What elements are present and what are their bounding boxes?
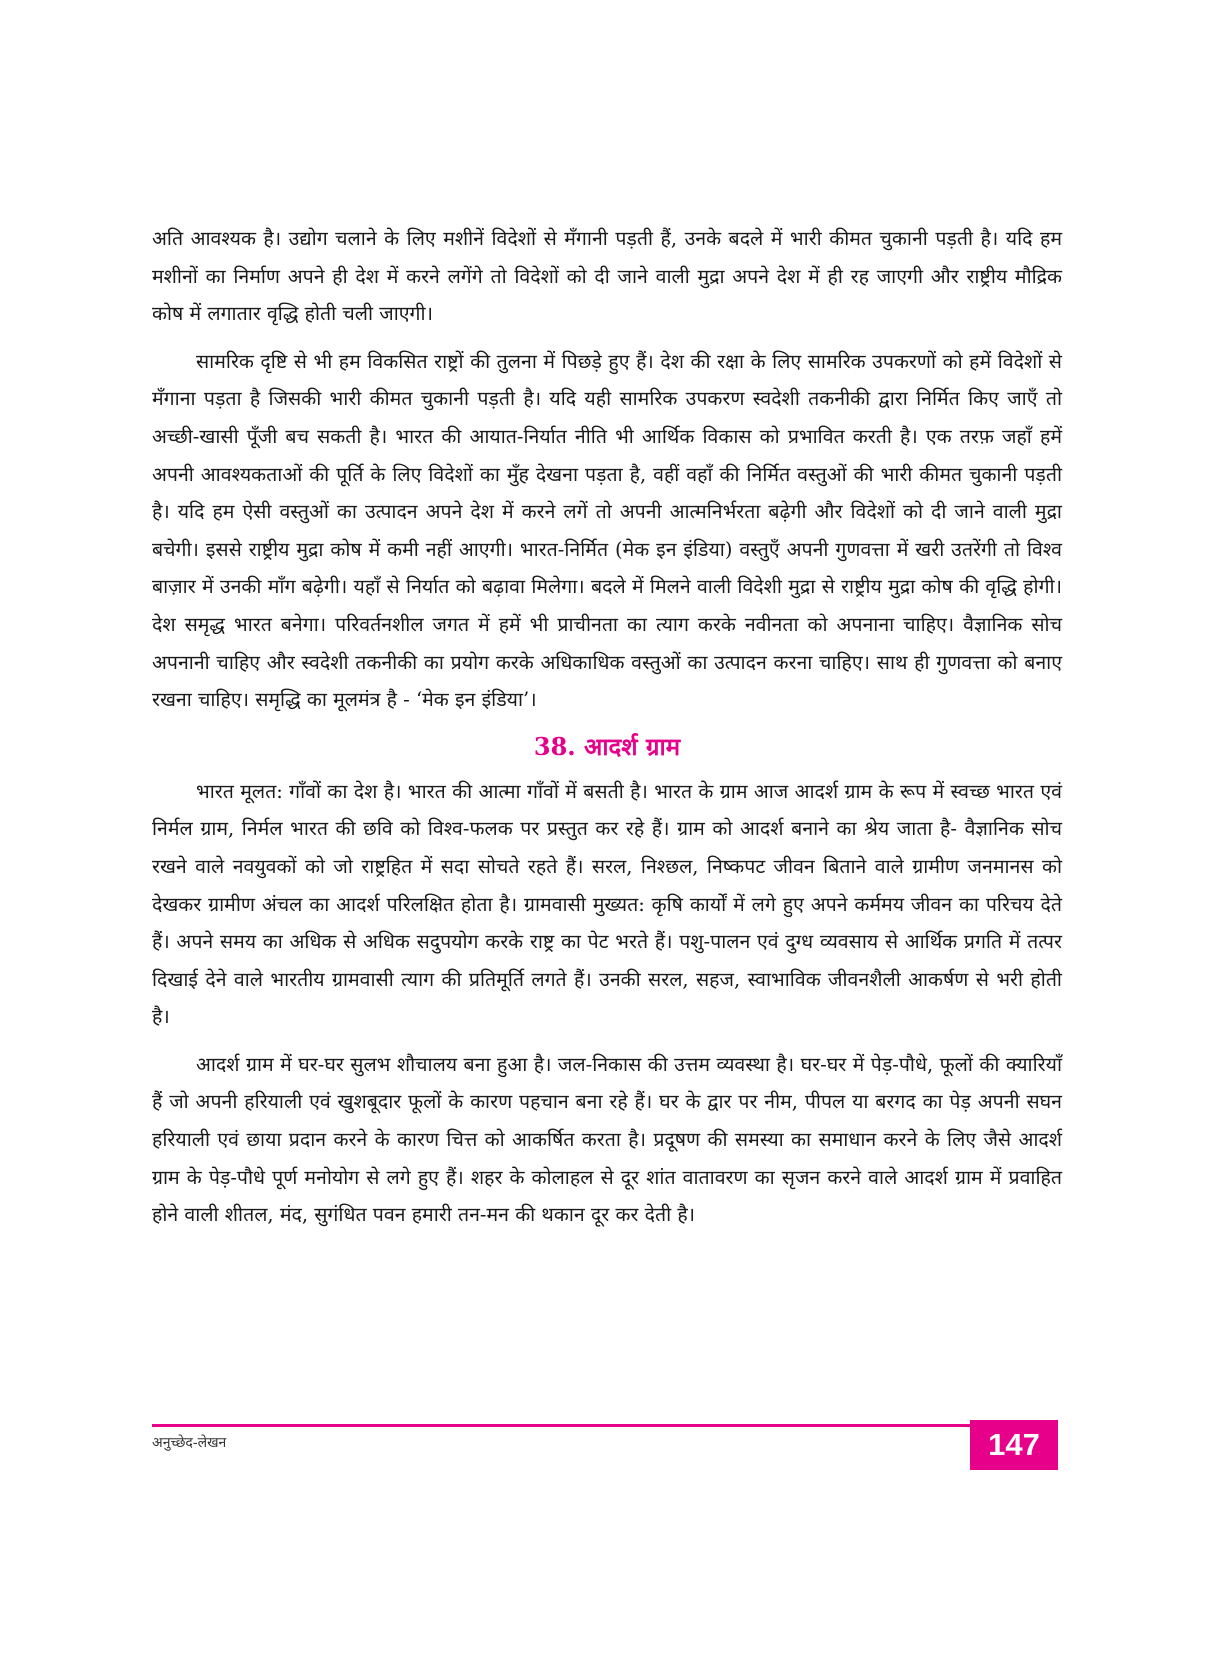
footer-book-section: अनुच्छेद-लेखन — [152, 1435, 227, 1451]
footer-rule — [152, 1424, 978, 1427]
paragraph-2: सामरिक दृष्टि से भी हम विकसित राष्ट्रों की तुलना में पिछड़े हुए हैं। देश की रक्षा के लिए सामरिक उपकरणों को हमें विदेशों से मँगाना पड़ता है जिसकी भारी कीमत चुकानी पड़ती है। यदि यही सामरिक उपकरण स्वदेशी तकनीकी द्वारा निर्मित किए जाएँ तो अच्छी-खासी पूँजी बच सकती है। भारत की आयात-निर्यात नीति भी आर्थिक विकास को प्रभावित करती है। एक तरफ़ जहाँ हमें अपनी आवश्यकताओं की पूर्ति के लिए विदेशों का मुँह देखना पड़ता है, वहीं वहाँ की निर्मित वस्तुओं की भारी कीमत चुकानी पड़ती है। यदि हम ऐसी वस्तुओं का उत्पादन अपने देश में करने लगें तो अपनी आत्मनिर्भरता बढ़ेगी और विदेशों को दी जाने वाली मुद्रा बचेगी। इससे राष्ट्रीय मुद्रा कोष में कमी नहीं आएगी। भारत-निर्मित (मेक इन इंडिया) वस्तुएँ अपनी गुणवत्ता में खरी उतरेंगी तो विश्व बाज़ार में उनकी माँग बढ़ेगी। यहाँ से निर्यात को बढ़ावा मिलेगा। बदले में मिलने वाली विदेशी मुद्रा से राष्ट्रीय मुद्रा कोष की वृद्धि होगी। देश समृद्ध भारत बनेगा। परिवर्तनशील जगत में हमें भी प्राचीनता का त्याग करके नवीनता को अपनाना चाहिए। वैज्ञानिक सोच अपनानी चाहिए और स्वदेशी तकनीकी का प्रयोग करके अधिकाधिक वस्तुओं का उत्पादन करना चाहिए। साथ ही गुणवत्ता को बनाए रखना चाहिए। समृद्धि का मूलमंत्र है - ‘मेक इन इंडिया’। — [152, 349, 1062, 712]
paragraph-4: आदर्श ग्राम में घर-घर सुलभ शौचालय बना हुआ है। जल-निकास की उत्तम व्यवस्था है। घर-घर में पेड़-पौधे, फूलों की क्यारियाँ हैं जो अपनी हरियाली एवं खुशबूदार फूलों के कारण पहचान बना रहे हैं। घर के द्वार पर नीम, पीपल या बरगद का पेड़ अपनी सघन हरियाली एवं छाया प्रदान करने के कारण चित्त को आकर्षित करता है। प्रदूषण की समस्या का समाधान करने के लिए जैसे आदर्श ग्राम के पेड़-पौधे पूर्ण मनोयोग से लगे हुए हैं। शहर के कोलाहल से दूर शांत वातावरण का सृजन करने वाले आदर्श ग्राम में प्रवाहित होने वाली शीतल, मंद, सुगंधित पवन हमारी तन-मन की थकान दूर कर देती है। — [152, 1052, 1062, 1227]
section-title: 38. आदर्श ग्राम — [533, 731, 681, 761]
page-content — [152, 220, 1062, 1244]
paragraph-1: अति आवश्यक है। उद्योग चलाने के लिए मशीनें विदेशों से मँगानी पड़ती हैं, उनके बदले में भारी कीमत चुकानी पड़ती है। यदि हम मशीनों का निर्माण अपने ही देश में करने लगेंगे तो विदेशों को दी जाने वाली मुद्रा अपने देश में ही रह जाएगी और राष्ट्रीय मौद्रिक कोष में लगातार वृद्धि होती चली जाएगी। — [152, 227, 1062, 326]
page-number-badge: 147 — [970, 1420, 1058, 1470]
paragraph-3: भारत मूलत: गाँवों का देश है। भारत की आत्मा गाँवों में बसती है। भारत के ग्राम आज आदर्श ग्राम के रूप में स्वच्छ भारत एवं निर्मल ग्राम, निर्मल भारत की छवि को विश्व-फलक पर प्रस्तुत कर रहे हैं। ग्राम को आदर्श बनाने का श्रेय जाता है- वैज्ञानिक सोच रखने वाले नवयुवकों को जो राष्ट्रहित में सदा सोचते रहते हैं। सरल, निश्छल, निष्कपट जीवन बिताने वाले ग्रामीण जनमानस को देखकर ग्रामीण अंचल का आदर्श परिलक्षित होता है। ग्रामवासी मुख्यत: कृषि कार्यों में लगे हुए अपने कर्ममय जीवन का परिचय देते हैं। अपने समय का अधिक से अधिक सदुपयोग करके राष्ट्र का पेट भरते हैं। पशु-पालन एवं दुग्ध व्यवसाय से आर्थिक प्रगति में तत्पर दिखाई देने वाले भारतीय ग्रामवासी त्याग की प्रतिमूर्ति लगते हैं। उनकी सरल, सहज, स्वाभाविक जीवनशैली आकर्षण से भरी होती है। — [152, 779, 1062, 1029]
